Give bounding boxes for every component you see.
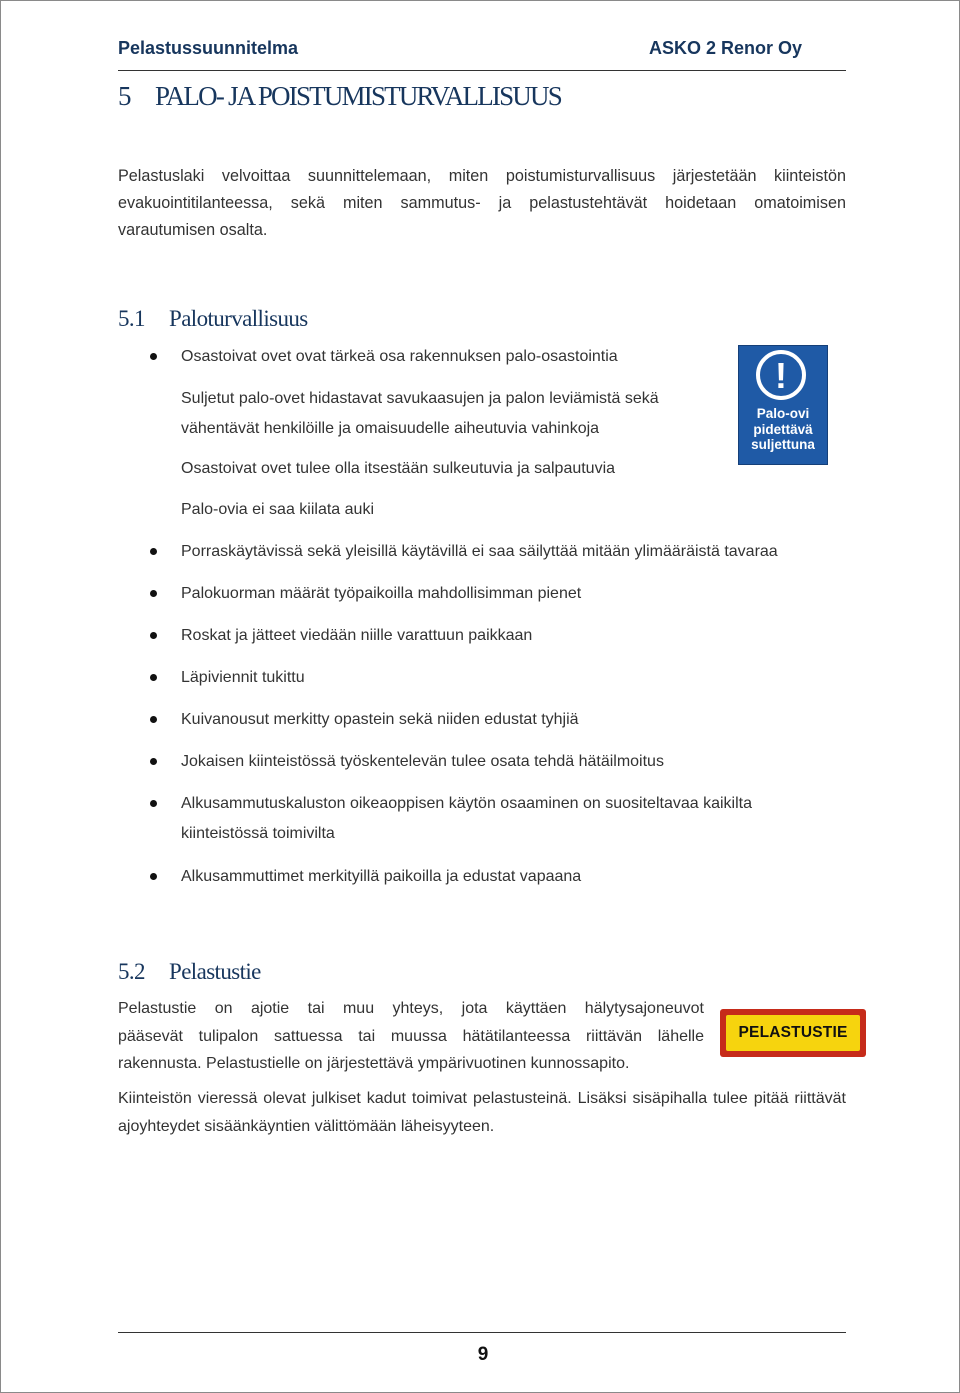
list-item: Alkusammuttimet merkityillä paikoilla ja edustat vapaana <box>181 862 581 892</box>
section-number: 5 <box>118 81 132 111</box>
sub-item: Palo-ovia ei saa kiilata auki <box>181 501 374 518</box>
footer-divider <box>118 1332 846 1333</box>
rescue-road-sign <box>720 1009 866 1057</box>
bullet-icon <box>150 632 157 639</box>
rescue-road-paragraph: Pelastustie on ajotie tai muu yhteys, jota käyttäen hälytysajoneuvot pääsevät tulipalon sattuessa tai muussa hätätilanteessa riittävän lähelle rakennusta. Pelastustielle on järjestettävä ympärivuotinen kunnossapito. <box>118 1000 704 1072</box>
list-item: Jokaisen kiinteistössä työskentelevän tulee osata tehdä hätäilmoitus <box>181 747 664 777</box>
bullet-icon <box>150 758 157 765</box>
intro-paragraph: Pelastuslaki velvoittaa suunnittelemaan, miten poistumisturvallisuus järjestetään kiinteistön evakuointitilanteessa, sekä miten sammutus- ja pelastustehtävät hoidetaan omatoimisen varautumisen osalta. <box>118 167 846 239</box>
bullet-icon <box>150 800 157 807</box>
bullet-icon <box>150 353 157 360</box>
subsection-title: Pelastustie <box>169 959 261 984</box>
public-streets-paragraph: Kiinteistön vieressä olevat julkiset kadut toimivat pelastusteinä. Lisäksi sisäpihalla tulee pitää riittävät ajoyhteydet sisäänkäyntien välittömään läheisyyteen. <box>118 1090 846 1135</box>
bullet-icon <box>150 873 157 880</box>
bullet-icon <box>150 674 157 681</box>
fire-door-sign <box>738 345 828 465</box>
page-header <box>118 38 846 71</box>
header-company-name: ASKO 2 Renor Oy <box>648 38 802 58</box>
list-item: Porraskäytävissä sekä yleisillä käytävillä ei saa säilyttää mitään ylimääräistä tavaraa <box>181 537 778 567</box>
list-item: Läpiviennit tukittu <box>181 663 305 693</box>
fire-door-sign-text: Palo-ovi pidettävä suljettuna <box>751 406 815 452</box>
subsection-title: Paloturvallisuus <box>169 306 308 331</box>
bullet-icon <box>150 716 157 723</box>
list-item: Alkusammutuskaluston oikeaoppisen käytön osaaminen on suositeltavaa kaikilta kiinteistössä toimivilta <box>181 789 752 849</box>
header-document-title: Pelastussuunnitelma <box>118 38 299 58</box>
list-item: Kuivanousut merkitty opastein sekä niiden edustat tyhjiä <box>181 705 579 735</box>
subsection-heading-5-1 <box>118 306 308 332</box>
sub-item: Suljetut palo-ovet hidastavat savukaasujen ja palon leviämistä sekä vähentävät henkilöille ja omaisuudelle aiheutuvia vahinkoja <box>181 390 659 437</box>
section-heading <box>118 81 561 112</box>
section-title: PALO- JA POISTUMISTURVALLISUUS <box>155 81 561 111</box>
rescue-road-sign-text: PELASTUSTIE <box>726 1015 860 1051</box>
subsection-heading-5-2 <box>118 959 261 985</box>
subsection-number: 5.1 <box>118 306 145 331</box>
list-item: Osastoivat ovet ovat tärkeä osa rakennuksen palo-osastointia <box>181 342 618 372</box>
exclamation-icon: ! <box>756 350 806 400</box>
bullet-icon <box>150 548 157 555</box>
sub-item: Osastoivat ovet tulee olla itsestään sulkeutuvia ja salpautuvia <box>181 460 616 477</box>
subsection-number: 5.2 <box>118 959 145 984</box>
list-item: Roskat ja jätteet viedään niille varattuun paikkaan <box>181 621 532 651</box>
page-number: 9 <box>477 1344 489 1365</box>
bullet-icon <box>150 590 157 597</box>
list-item: Palokuorman määrät työpaikoilla mahdollisimman pienet <box>181 579 581 609</box>
